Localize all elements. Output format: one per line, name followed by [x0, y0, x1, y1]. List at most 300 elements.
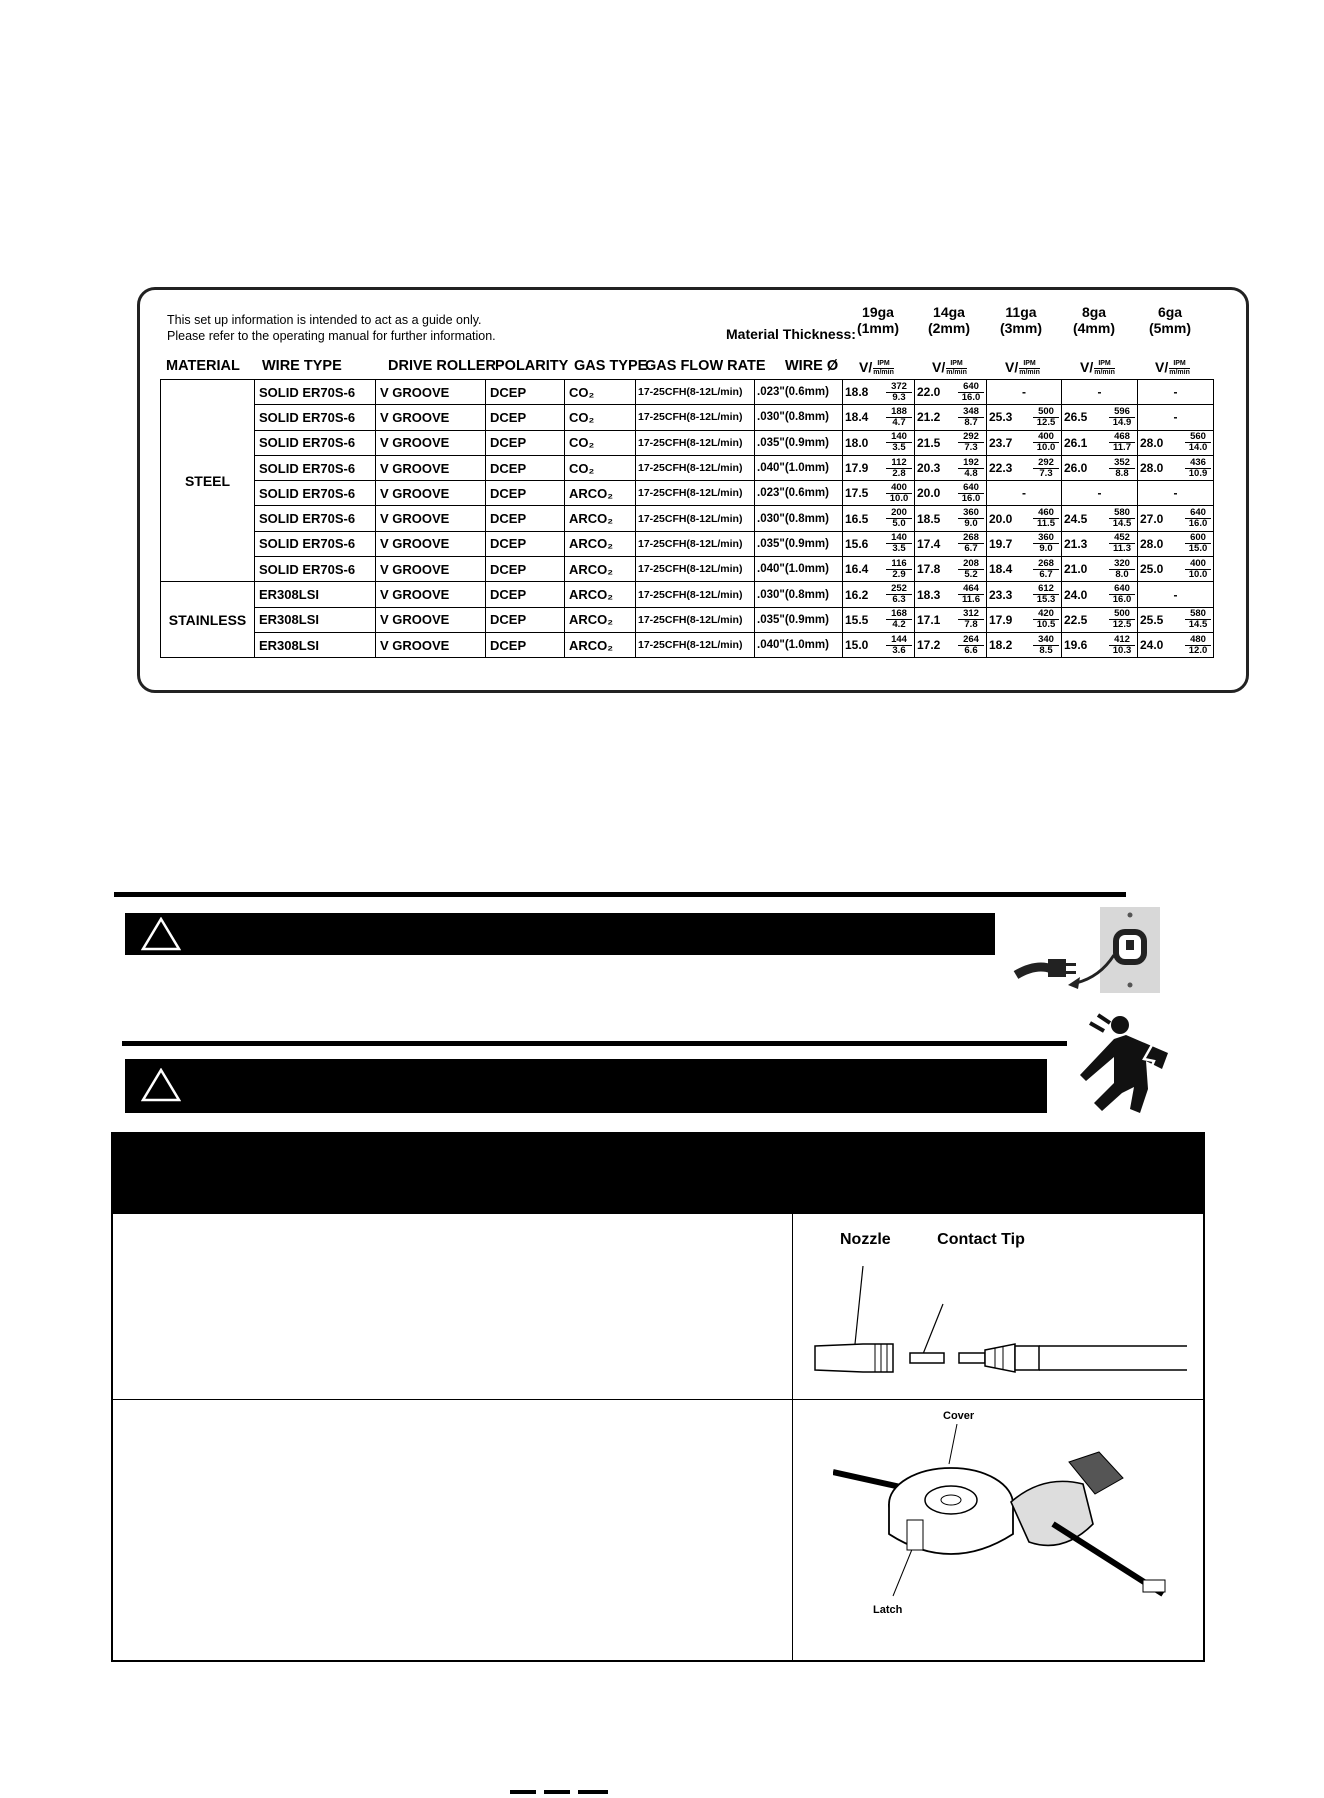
wire-speed-fraction: [886, 382, 912, 403]
wire-type-cell: SOLID ER70S-6: [255, 506, 376, 531]
wire-speed-fraction: [886, 432, 912, 453]
wire-dia-cell: .035"(0.9mm): [755, 607, 843, 632]
wire-speed-fraction: [1109, 533, 1135, 554]
wire-speed-fraction: [958, 635, 984, 656]
table-row: [161, 405, 1214, 430]
setting-cell: [987, 455, 1062, 480]
nozzle-label: Nozzle: [840, 1231, 891, 1248]
wire-dia-cell: .040"(1.0mm): [755, 455, 843, 480]
wire-speed-mmin: 7.8: [964, 619, 978, 631]
setting-cell: [915, 455, 987, 480]
setup-table: [160, 379, 1214, 658]
setting-cell: [915, 531, 987, 556]
header-material: MATERIAL: [166, 358, 240, 374]
wire-speed-fraction: [1109, 609, 1135, 630]
voltage-value: 21.5: [917, 435, 941, 450]
polarity-cell: DCEP: [486, 481, 565, 506]
contact-tip-label: Contact Tip: [937, 1231, 1025, 1248]
wire-speed-fraction: [1185, 533, 1211, 554]
gas-flow-cell: 17-25CFH(8-12L/min): [636, 405, 755, 430]
wire-speed-fraction: [958, 559, 984, 580]
wire-speed-ipm: 140: [886, 432, 912, 443]
voltage-value: 17.5: [845, 486, 869, 501]
wire-speed-mmin: 4.7: [892, 416, 906, 428]
wire-type-cell: SOLID ER70S-6: [255, 405, 376, 430]
wire-speed-ipm: 264: [958, 635, 984, 646]
voltage-value: 25.5: [1140, 612, 1164, 627]
setting-cell: [915, 607, 987, 632]
wire-speed-mmin: 2.8: [892, 467, 906, 479]
setting-cell: [1062, 380, 1138, 405]
latch-label: Latch: [873, 1604, 903, 1616]
wire-speed-ipm: 292: [1033, 458, 1059, 469]
polarity-cell: DCEP: [486, 430, 565, 455]
wire-speed-fraction: [1033, 458, 1059, 479]
wire-speed-mmin: 14.9: [1112, 416, 1132, 428]
polarity-cell: DCEP: [486, 455, 565, 480]
setting-cell: [1062, 632, 1138, 657]
wire-speed-ipm: 400: [1185, 559, 1211, 570]
table-row: [161, 582, 1214, 607]
drive-roller-cell: V GROOVE: [376, 607, 486, 632]
wire-speed-fraction: [1033, 407, 1059, 428]
drive-roller-cell: V GROOVE: [376, 582, 486, 607]
voltage-value: 16.2: [845, 587, 869, 602]
setting-cell: [987, 531, 1062, 556]
wire-speed-fraction: [958, 407, 984, 428]
no-setting-dash: -: [1173, 410, 1178, 425]
wire-speed-ipm: 360: [958, 508, 984, 519]
wire-speed-fraction: [1033, 609, 1059, 630]
thickness-11ga: 11ga (3mm): [999, 304, 1042, 336]
voltage-value: 18.4: [845, 410, 869, 425]
setting-cell: [1062, 582, 1138, 607]
wire-speed-fraction: [958, 432, 984, 453]
wire-speed-fraction: [886, 635, 912, 656]
wire-speed-mmin: 9.3: [892, 391, 906, 403]
polarity-cell: DCEP: [486, 405, 565, 430]
setting-cell: [843, 531, 915, 556]
no-setting-dash: -: [1022, 486, 1026, 501]
wire-speed-mmin: 8.8: [1115, 467, 1129, 479]
wire-speed-mmin: 10.5: [1036, 619, 1056, 631]
material-cell: STAINLESS: [161, 582, 255, 658]
gas-flow-cell: 17-25CFH(8-12L/min): [636, 531, 755, 556]
wire-speed-fraction: [1109, 635, 1135, 656]
wire-speed-fraction: [886, 407, 912, 428]
header-gas-flow-rate: GAS FLOW RATE: [645, 358, 766, 374]
polarity-cell: DCEP: [486, 506, 565, 531]
table-row: [161, 531, 1214, 556]
wire-speed-mmin: 10.3: [1112, 644, 1132, 656]
wire-speed-mmin: 16.0: [1112, 594, 1132, 606]
warning-banner-1: [125, 913, 995, 955]
drive-roller-cell: V GROOVE: [376, 531, 486, 556]
wire-dia-cell: .040"(1.0mm): [755, 632, 843, 657]
wire-speed-ipm: 480: [1185, 635, 1211, 646]
wire-speed-fraction: [958, 458, 984, 479]
gas-flow-cell: 17-25CFH(8-12L/min): [636, 607, 755, 632]
setting-cell: [1138, 582, 1214, 607]
voltage-value: 28.0: [1140, 536, 1164, 551]
polarity-cell: DCEP: [486, 607, 565, 632]
wire-dia-cell: .023"(0.6mm): [755, 481, 843, 506]
wire-speed-ipm: 144: [886, 635, 912, 646]
wire-speed-ipm: 268: [1033, 559, 1059, 570]
setting-cell: [1062, 506, 1138, 531]
wire-speed-ipm: 612: [1033, 584, 1059, 595]
wire-speed-fraction: [958, 382, 984, 403]
setting-cell: [843, 380, 915, 405]
wire-speed-mmin: 10.0: [1188, 568, 1208, 580]
gas-flow-cell: 17-25CFH(8-12L/min): [636, 380, 755, 405]
setting-cell: [1138, 405, 1214, 430]
wire-speed-mmin: 12.5: [1112, 619, 1132, 631]
thickness-6ga: 6ga (5mm): [1148, 304, 1191, 336]
setting-cell: [843, 607, 915, 632]
wire-speed-mmin: 14.5: [1112, 518, 1132, 530]
wire-speed-mmin: 6.7: [964, 543, 978, 555]
wire-type-cell: SOLID ER70S-6: [255, 455, 376, 480]
wire-type-cell: SOLID ER70S-6: [255, 481, 376, 506]
wire-speed-ipm: 112: [886, 458, 912, 469]
wire-speed-ipm: 252: [886, 584, 912, 595]
voltage-value: 20.0: [989, 511, 1013, 526]
wire-speed-mmin: 8.0: [1115, 568, 1129, 580]
wire-speed-mmin: 10.9: [1188, 467, 1208, 479]
wire-speed-ipm: 312: [958, 609, 984, 620]
header-v-ipm: V/ IPM m/min: [932, 359, 967, 376]
setting-cell: [987, 607, 1062, 632]
drive-roller-cell: V GROOVE: [376, 405, 486, 430]
note-line-2: Please refer to the operating manual for further information.: [167, 329, 496, 343]
wire-speed-fraction: [1033, 432, 1059, 453]
wire-speed-fraction: [958, 508, 984, 529]
voltage-value: 17.4: [917, 536, 941, 551]
voltage-value: 22.5: [1064, 612, 1088, 627]
voltage-value: 23.3: [989, 587, 1013, 602]
voltage-value: 26.0: [1064, 461, 1088, 476]
gas-flow-cell: 17-25CFH(8-12L/min): [636, 455, 755, 480]
setting-cell: [1138, 380, 1214, 405]
wire-speed-mmin: 11.6: [962, 594, 980, 606]
wire-speed-ipm: 500: [1033, 407, 1059, 418]
wire-speed-ipm: 360: [1033, 533, 1059, 544]
wire-speed-mmin: 15.3: [1036, 594, 1056, 606]
gas-flow-cell: 17-25CFH(8-12L/min): [636, 506, 755, 531]
voltage-value: 15.5: [845, 612, 869, 627]
voltage-value: 21.0: [1064, 562, 1088, 577]
wire-speed-mmin: 10.0: [1036, 442, 1056, 454]
wire-speed-mmin: 16.0: [961, 391, 981, 403]
wire-speed-ipm: 640: [958, 382, 984, 393]
wire-type-cell: ER308LSI: [255, 632, 376, 657]
header-v-ipm: V/ IPM m/min: [1155, 359, 1190, 376]
voltage-value: 26.1: [1064, 435, 1088, 450]
wire-speed-mmin: 3.5: [892, 543, 906, 555]
wire-speed-ipm: 116: [886, 559, 912, 570]
cover-label: Cover: [943, 1410, 975, 1422]
voltage-value: 17.2: [917, 638, 941, 653]
setting-cell: [915, 481, 987, 506]
wire-speed-mmin: 4.2: [892, 619, 906, 631]
wire-speed-mmin: 14.5: [1188, 619, 1208, 631]
setting-cell: [1138, 632, 1214, 657]
voltage-value: 19.6: [1064, 638, 1088, 653]
wire-speed-mmin: 6.7: [1039, 568, 1053, 580]
voltage-value: 18.3: [917, 587, 941, 602]
wire-speed-ipm: 340: [1033, 635, 1059, 646]
gas-type-cell: CO₂: [565, 405, 636, 430]
setting-cell: [987, 506, 1062, 531]
wire-speed-fraction: [1185, 432, 1211, 453]
wire-speed-mmin: 7.3: [1039, 467, 1053, 479]
gas-type-cell: ARCO₂: [565, 531, 636, 556]
wire-dia-cell: .040"(1.0mm): [755, 557, 843, 582]
voltage-value: 28.0: [1140, 435, 1164, 450]
setting-cell: [1062, 607, 1138, 632]
voltage-value: 18.4: [989, 562, 1013, 577]
wire-speed-mmin: 14.0: [1188, 442, 1208, 454]
drive-roller-cell: V GROOVE: [376, 430, 486, 455]
wire-speed-fraction: [1185, 635, 1211, 656]
no-setting-dash: -: [1022, 385, 1026, 400]
table-row: [161, 481, 1214, 506]
wire-speed-ipm: 580: [1185, 609, 1211, 620]
wire-type-cell: SOLID ER70S-6: [255, 380, 376, 405]
wire-speed-ipm: 320: [1109, 559, 1135, 570]
voltage-value: 27.0: [1140, 511, 1164, 526]
wire-speed-fraction: [1185, 508, 1211, 529]
header-gas-type: GAS TYPE: [574, 358, 648, 374]
note-line-1: This set up information is intended to act as a guide only.: [167, 313, 482, 327]
wire-speed-mmin: 2.9: [892, 568, 906, 580]
wire-speed-mmin: 15.0: [1188, 543, 1208, 555]
wire-speed-ipm: 464: [958, 584, 984, 595]
setting-cell: [1138, 430, 1214, 455]
panel-divider: [113, 1399, 1203, 1400]
wire-speed-ipm: 460: [1033, 508, 1059, 519]
voltage-value: 16.5: [845, 511, 869, 526]
voltage-value: 18.2: [989, 638, 1013, 653]
wire-speed-mmin: 12.5: [1036, 416, 1056, 428]
parts-panel: [111, 1132, 1205, 1662]
voltage-value: 23.7: [989, 435, 1013, 450]
setting-cell: [915, 632, 987, 657]
wire-type-cell: SOLID ER70S-6: [255, 430, 376, 455]
gas-flow-cell: 17-25CFH(8-12L/min): [636, 582, 755, 607]
gas-flow-cell: 17-25CFH(8-12L/min): [636, 632, 755, 657]
setting-cell: [915, 506, 987, 531]
wire-speed-ipm: 348: [958, 407, 984, 418]
wire-speed-mmin: 9.0: [1039, 543, 1053, 555]
voltage-value: 22.3: [989, 461, 1013, 476]
wire-speed-fraction: [1033, 508, 1059, 529]
polarity-cell: DCEP: [486, 632, 565, 657]
divider-rule: [114, 892, 1126, 897]
header-wire-dia: WIRE Ø: [785, 358, 839, 374]
chart-note: [167, 312, 496, 344]
wire-speed-fraction: [886, 609, 912, 630]
wire-speed-fraction: [958, 609, 984, 630]
voltage-value: 21.2: [917, 410, 941, 425]
wire-speed-fraction: [1185, 559, 1211, 580]
setting-cell: [843, 481, 915, 506]
spool-gun-diagram: [833, 1424, 1173, 1604]
wire-speed-fraction: [958, 483, 984, 504]
setting-cell: [915, 405, 987, 430]
wire-speed-fraction: [1109, 559, 1135, 580]
wire-speed-fraction: [886, 483, 912, 504]
voltage-value: 24.5: [1064, 511, 1088, 526]
polarity-cell: DCEP: [486, 582, 565, 607]
wire-speed-ipm: 580: [1109, 508, 1135, 519]
header-polarity: POLARITY: [495, 358, 569, 374]
table-row: [161, 506, 1214, 531]
electric-shock-icon: [1078, 1009, 1188, 1114]
voltage-value: 17.1: [917, 612, 941, 627]
drive-roller-cell: V GROOVE: [376, 455, 486, 480]
wire-speed-mmin: 5.2: [964, 568, 978, 580]
wire-dia-cell: .035"(0.9mm): [755, 430, 843, 455]
setting-cell: [1138, 531, 1214, 556]
setting-cell: [915, 557, 987, 582]
setting-cell: [1138, 607, 1214, 632]
wire-speed-ipm: 168: [886, 609, 912, 620]
setting-cell: [1062, 430, 1138, 455]
table-row: [161, 380, 1214, 405]
no-setting-dash: -: [1173, 385, 1178, 400]
wire-speed-mmin: 12.0: [1188, 644, 1208, 656]
gas-type-cell: CO₂: [565, 455, 636, 480]
header-wire-type: WIRE TYPE: [262, 358, 342, 374]
voltage-value: 19.7: [989, 536, 1013, 551]
voltage-value: 18.0: [845, 435, 869, 450]
wire-speed-mmin: 8.5: [1039, 644, 1053, 656]
setting-cell: [843, 430, 915, 455]
voltage-value: 20.3: [917, 461, 941, 476]
gas-flow-cell: 17-25CFH(8-12L/min): [636, 557, 755, 582]
thickness-14ga: 14ga (2mm): [927, 304, 970, 336]
thickness-8ga: 8ga (4mm): [1072, 304, 1115, 336]
panel-header: [113, 1134, 1203, 1214]
wire-speed-fraction: [1033, 559, 1059, 580]
wire-speed-fraction: [958, 584, 984, 605]
header-drive-roller: DRIVE ROLLER: [388, 358, 496, 374]
setting-cell: [843, 557, 915, 582]
wire-speed-ipm: 208: [958, 559, 984, 570]
wire-speed-mmin: 16.0: [1188, 518, 1208, 530]
wire-speed-ipm: 452: [1109, 533, 1135, 544]
warning-triangle-icon: [141, 917, 181, 951]
setting-cell: [1062, 531, 1138, 556]
gas-type-cell: ARCO₂: [565, 582, 636, 607]
wire-type-cell: SOLID ER70S-6: [255, 557, 376, 582]
setting-cell: [987, 632, 1062, 657]
wire-speed-mmin: 6.6: [964, 644, 978, 656]
wire-dia-cell: .030"(0.8mm): [755, 506, 843, 531]
wire-type-cell: SOLID ER70S-6: [255, 531, 376, 556]
gas-type-cell: ARCO₂: [565, 632, 636, 657]
wire-speed-ipm: 400: [1033, 432, 1059, 443]
wire-speed-ipm: 420: [1033, 609, 1059, 620]
header-v-ipm: V/ IPM m/min: [859, 359, 894, 376]
voltage-value: 28.0: [1140, 461, 1164, 476]
polarity-cell: DCEP: [486, 531, 565, 556]
voltage-value: 20.0: [917, 486, 941, 501]
voltage-value: 26.5: [1064, 410, 1088, 425]
wire-speed-fraction: [886, 508, 912, 529]
wire-speed-fraction: [958, 533, 984, 554]
setting-cell: [843, 455, 915, 480]
setting-cell: [843, 405, 915, 430]
wire-speed-fraction: [1185, 609, 1211, 630]
voltage-value: 18.5: [917, 511, 941, 526]
setting-cell: [1138, 506, 1214, 531]
wire-speed-ipm: 352: [1109, 458, 1135, 469]
wire-speed-ipm: 188: [886, 407, 912, 418]
wire-type-cell: ER308LSI: [255, 582, 376, 607]
setting-cell: [915, 430, 987, 455]
gas-type-cell: CO₂: [565, 430, 636, 455]
voltage-value: 17.8: [917, 562, 941, 577]
setting-cell: [987, 481, 1062, 506]
wire-speed-fraction: [1109, 584, 1135, 605]
wire-speed-ipm: 560: [1185, 432, 1211, 443]
panel-divider: [792, 1214, 793, 1662]
wire-speed-mmin: 7.3: [964, 442, 978, 454]
wire-speed-mmin: 11.7: [1113, 442, 1131, 454]
warning-banner-2: [125, 1059, 1047, 1113]
voltage-value: 15.6: [845, 536, 869, 551]
wire-speed-ipm: 640: [958, 483, 984, 494]
voltage-value: 22.0: [917, 385, 941, 400]
wire-speed-fraction: [1033, 584, 1059, 605]
gas-flow-cell: 17-25CFH(8-12L/min): [636, 481, 755, 506]
gas-type-cell: ARCO₂: [565, 481, 636, 506]
wire-speed-ipm: 640: [1109, 584, 1135, 595]
setting-cell: [987, 405, 1062, 430]
wire-speed-fraction: [1109, 458, 1135, 479]
wire-speed-mmin: 3.6: [892, 644, 906, 656]
wire-speed-mmin: 4.8: [964, 467, 978, 479]
wire-speed-fraction: [1109, 407, 1135, 428]
gas-type-cell: ARCO₂: [565, 557, 636, 582]
wire-speed-fraction: [1185, 458, 1211, 479]
divider-rule: [122, 1041, 1067, 1046]
wire-speed-fraction: [886, 559, 912, 580]
voltage-value: 21.3: [1064, 536, 1088, 551]
setting-cell: [915, 582, 987, 607]
header-v-ipm: V/ IPM m/min: [1005, 359, 1040, 376]
thickness-19ga: 19ga (1mm): [856, 304, 899, 336]
table-row: [161, 607, 1214, 632]
setting-cell: [1138, 481, 1214, 506]
wire-speed-ipm: 192: [958, 458, 984, 469]
voltage-value: 15.0: [845, 638, 869, 653]
voltage-value: 25.3: [989, 410, 1013, 425]
setting-cell: [987, 430, 1062, 455]
drive-roller-cell: V GROOVE: [376, 506, 486, 531]
drive-roller-cell: V GROOVE: [376, 481, 486, 506]
wire-type-cell: ER308LSI: [255, 607, 376, 632]
wire-speed-fraction: [1109, 508, 1135, 529]
voltage-value: 16.4: [845, 562, 869, 577]
wire-speed-mmin: 10.0: [889, 492, 909, 504]
setting-cell: [1062, 455, 1138, 480]
gas-type-cell: ARCO₂: [565, 607, 636, 632]
voltage-value: 25.0: [1140, 562, 1164, 577]
